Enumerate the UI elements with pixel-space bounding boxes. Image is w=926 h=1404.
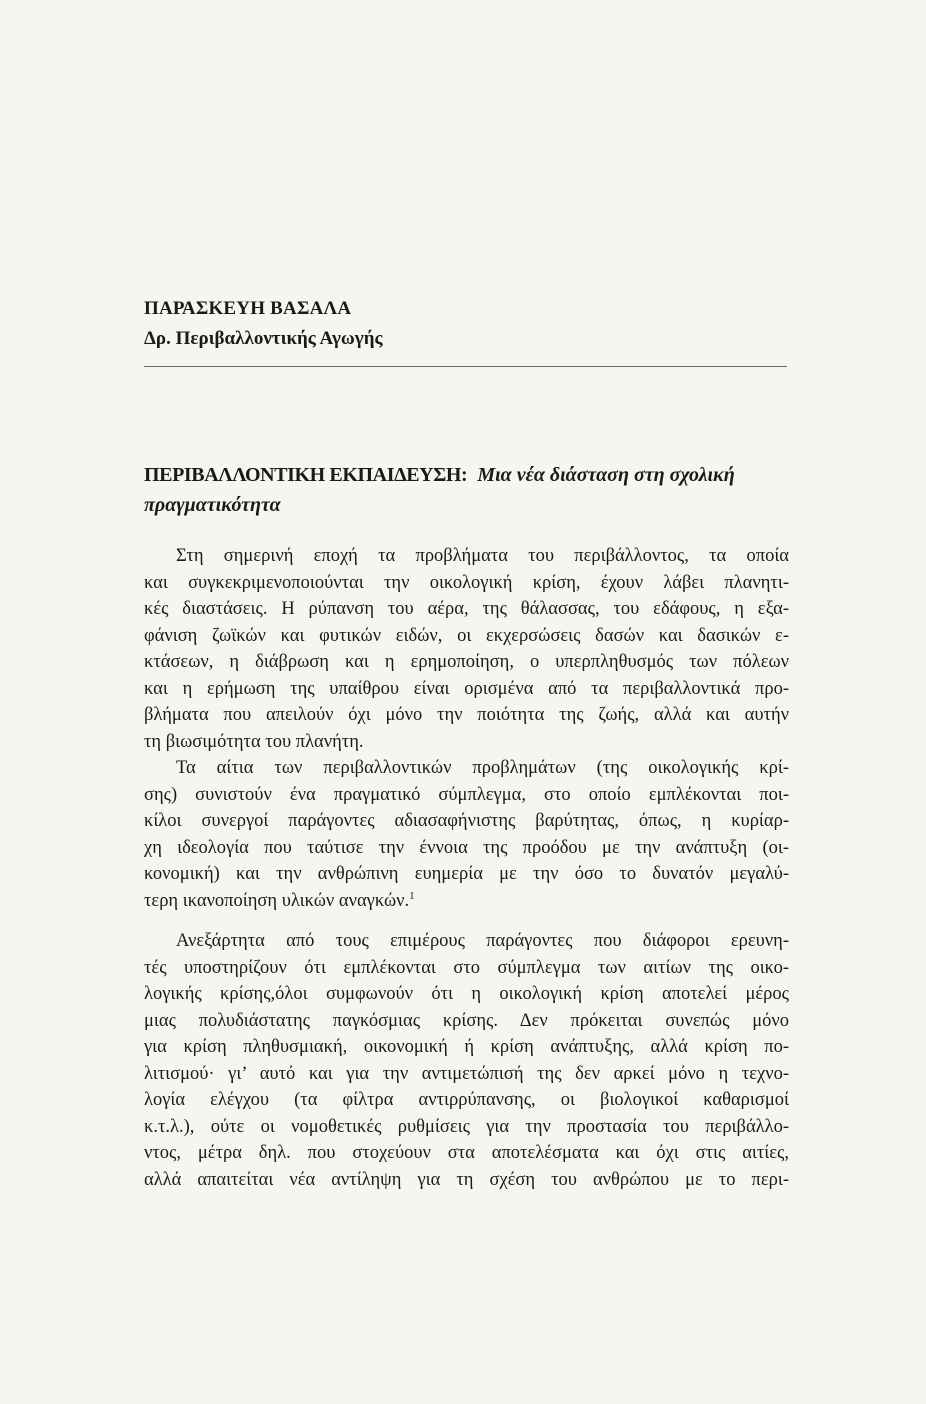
text-line: αλλά απαιτείται νέα αντίληψη για τη σχέση του ανθρώπου με το περι-: [144, 1169, 789, 1190]
article-heading: [144, 460, 789, 520]
text-line: λιτισμού· γι’ αυτό και για την αντιμετώπισή της δεν αρκεί μόνο η τεχνο-: [144, 1063, 789, 1084]
text-line: τερη ικανοποίηση υλικών αναγκών.: [144, 890, 410, 911]
text-line: και συγκεκριμενοποιούνται την οικολογική κρίση, έχουν λάβει πλανητι-: [144, 572, 789, 593]
paragraph-3: [144, 928, 789, 1193]
text-line: λογικής κρίσης,όλοι συμφωνούν ότι η οικολογική κρίση αποτελεί μέρος: [144, 984, 789, 1004]
text-line: για κρίση πληθυσμιακή, οικονομική ή κρίση ανάπτυξης, αλλά κρίση πο-: [144, 1037, 789, 1057]
heading-subtitle-line2: πραγματικότητα: [144, 494, 281, 516]
paragraph-1: [144, 543, 789, 755]
author-block: [144, 296, 789, 352]
text-line: λογία ελέγχου (τα φίλτρα αντιρρύπανσης, οι βιολογικοί καθαρισμοί: [144, 1090, 789, 1110]
text-line: κονομική) και την ανθρώπινη ευημερία με την όσο το δυνατόν μεγαλύ-: [144, 864, 789, 884]
text-line: κίλοι συνεργοί παράγοντες αδιασαφήνιστης βαρύτητας, όπως, η κυρίαρ-: [144, 811, 789, 831]
text-line: ντος, μέτρα δηλ. που στοχεύουν στα αποτελέσματα και όχι στις αιτίες,: [144, 1143, 789, 1163]
text-line: κτάσεων, η διάβρωση και η ερημοποίηση, ο υπερπληθυσμός των πόλεων: [144, 652, 789, 672]
text-line: χη ιδεολογία που ταύτισε την έννοια της προόδου με την ανάπτυξη (οι-: [144, 837, 789, 858]
text-line: φάνιση ζωϊκών και φυτικών ειδών, οι εκχερσώσεις δασών και δασικών ε-: [144, 625, 789, 646]
author-title: Δρ. Περιβαλλοντικής Αγωγής: [144, 328, 383, 349]
text-line: τη βιωσιμότητα του πλανήτη.: [144, 731, 364, 752]
text-line: Ανεξάρτητα από τους επιμέρους παράγοντες που διάφοροι ερευνη-: [176, 931, 789, 951]
text-line: τές υποστηρίζουν ότι εμπλέκονται στο σύμπλεγμα των αιτίων της οικο-: [144, 957, 789, 978]
text-line: Τα αίτια των περιβαλλοντικών προβλημάτων (της οικολογικής κρί-: [176, 758, 789, 778]
author-name: ΠΑΡΑΣΚΕΥΗ ΒΑΣΑΛΑ: [144, 298, 352, 319]
text-line: βλήματα που απειλούν όχι μόνο την ποιότητα της ζωής, αλλά και αυτήν: [144, 705, 789, 725]
text-line: μιας πολυδιάστατης παγκόσμιας κρίσης. Δεν πρόκειται συνεπώς μόνο: [144, 1010, 789, 1031]
text-line: κ.τ.λ.), ούτε οι νομοθετικές ρυθμίσεις για την προστασία του περιβάλλο-: [144, 1116, 789, 1137]
horizontal-rule: [144, 366, 787, 367]
paragraph-2: [144, 755, 789, 914]
text-line: και η ερήμωση της υπαίθρου είναι ορισμένα από τα περιβαλλοντικά προ-: [144, 678, 789, 699]
text-line-with-footnote: [144, 888, 789, 915]
heading-main: ΠΕΡΙΒΑΛΛΟΝΤΙΚΗ ΕΚΠΑΙΔΕΥΣΗ:: [144, 464, 468, 486]
article-body: [144, 543, 789, 1193]
footnote-marker[interactable]: 1: [409, 889, 415, 902]
text-line: Στη σημερινή εποχή τα προβλήματα του περιβάλλοντος, τα οποία: [176, 546, 789, 566]
heading-subtitle-line1: Μια νέα διάσταση στη σχολική: [477, 464, 735, 486]
text-line: κές διαστάσεις. Η ρύπανση του αέρα, της θάλασσας, του εδάφους, η εξα-: [144, 599, 789, 619]
text-line: σης) συνιστούν ένα πραγματικό σύμπλεγμα, στο οποίο εμπλέκονται ποι-: [144, 784, 789, 805]
